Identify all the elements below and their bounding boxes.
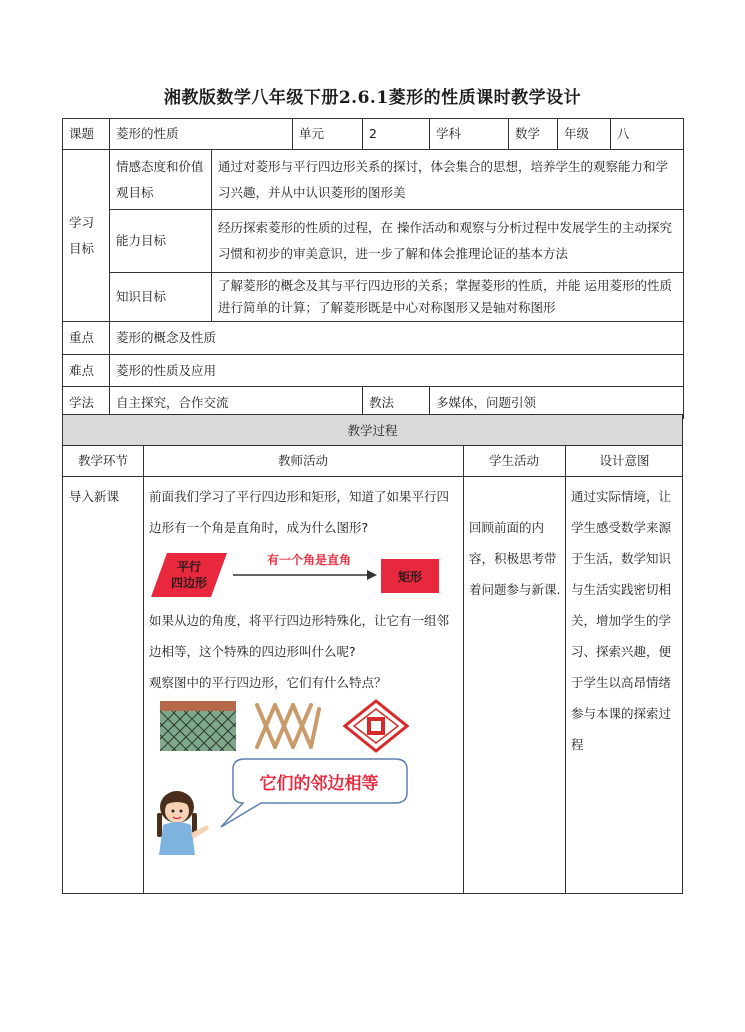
speech-bubble-text: 它们的邻边相等 xyxy=(259,774,379,794)
girl-shirt xyxy=(159,822,195,855)
teacher-activity-2 xyxy=(149,605,461,698)
student-activity: 回顾前面的内容，积极思考带着问题参与新课. xyxy=(469,520,561,597)
grade-label: 年级 xyxy=(558,119,611,150)
info-table xyxy=(62,118,684,419)
teacher-paragraph-1: 前面我们学习了平行四边形和矩形，知道了如果平行四边形有一个角是直角时，成为什么图形? xyxy=(149,489,450,535)
arrow-label: 有一个角是直角 xyxy=(266,553,352,567)
objectives-label xyxy=(63,150,110,322)
teacher-paragraph-2: 如果从边的角度，将平行四边形特殊化，让它有一组邻边相等，这个特殊的四边形叫什么呢? xyxy=(149,613,450,659)
objective-name: 知识目标 xyxy=(110,273,212,322)
rectangle-label: 矩形 xyxy=(397,570,423,584)
header-intent: 设计意图 xyxy=(599,453,650,468)
study-method-label: 学法 xyxy=(63,387,110,419)
girl-speech-illustration xyxy=(151,755,423,855)
process-table xyxy=(62,414,683,894)
key-point-value: 菱形的概念及性质 xyxy=(110,322,684,355)
page-title: 湘教版数学八年级下册2.6.1菱形的性质课时教学设计 xyxy=(163,88,582,108)
grade-value: 八 xyxy=(611,119,684,150)
teach-method-label: 教法 xyxy=(363,387,430,419)
process-section-title: 教学过程 xyxy=(63,415,682,446)
topic-value: 菱形的性质 xyxy=(110,119,293,150)
unit-value: 2 xyxy=(363,119,430,150)
difficulty-value: 菱形的性质及应用 xyxy=(110,355,684,387)
subject-label: 学科 xyxy=(430,119,509,150)
paper-cut-picture xyxy=(343,699,409,753)
objective-name: 能力目标 xyxy=(110,210,212,273)
teacher-activity xyxy=(149,481,461,543)
key-point-label: 重点 xyxy=(63,322,110,355)
objective-text: 了解菱形的概念及其与平行四边形的关系；掌握菱形的性质，并能 运用菱形的性质进行简单的计算；了解菱形既是中心对称图形又是轴对称图形 xyxy=(212,273,684,322)
objectives-label-line1: 学习 xyxy=(69,214,95,230)
header-stage: 教学环节 xyxy=(77,453,128,468)
subject-value: 数学 xyxy=(509,119,558,150)
arrowhead-icon xyxy=(367,570,377,580)
parallelogram-label-1: 平行 xyxy=(176,560,202,574)
objective-text: 经历探索菱形的性质的过程，在 操作活动和观察与分析过程中发展学生的主动探究习惯和初步的审美意识，进一步了解和体会推理论证的基本方法 xyxy=(212,210,684,273)
header-student: 学生活动 xyxy=(488,453,539,468)
objectives-label-line2: 目标 xyxy=(69,240,95,256)
folding-rack-picture xyxy=(253,701,323,751)
objective-text: 通过对菱形与平行四边形关系的探讨，体会集合的思想，培养学生的观察能力和学习兴趣，并从中认识菱形的图形美 xyxy=(212,150,684,210)
teach-method-value: 多媒体，问题引领 xyxy=(430,387,684,419)
transform-diagram xyxy=(149,545,459,607)
topic-label: 课题 xyxy=(63,119,110,150)
difficulty-label: 难点 xyxy=(63,355,110,387)
objective-name: 情感态度和价值观目标 xyxy=(110,150,212,210)
unit-label: 单元 xyxy=(293,119,363,150)
parallelogram-label-2: 四边形 xyxy=(170,576,208,590)
header-teacher: 教师活动 xyxy=(277,453,328,468)
stage-name: 导入新课 xyxy=(69,489,120,504)
study-method-value: 自主探究，合作交流 xyxy=(110,387,363,419)
chain-fence-picture xyxy=(160,701,236,751)
design-intent: 通过实际情境，让学生感受数学来源于生活，数学知识与生活实践密切相关，增加学生的学习、探索兴趣，便于学生以高昂情绪参与本课的探索过程 xyxy=(571,489,672,752)
teacher-paragraph-3: 观察图中的平行四边形，它们有什么特点？ xyxy=(149,675,387,690)
